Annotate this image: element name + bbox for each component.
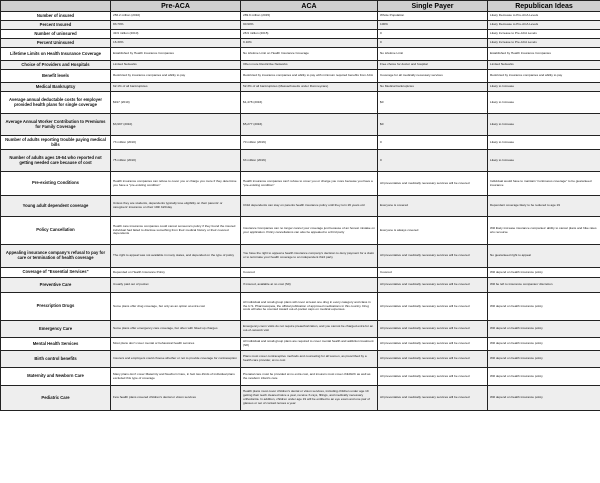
- row-header: Birth control benefits: [1, 351, 111, 368]
- row-header: Choice of Providers and Hospitals: [1, 61, 111, 70]
- republican-ideas-cell: Will depend on health insurance policy: [488, 368, 600, 386]
- table-row: [1, 21, 600, 30]
- single-payer-cell: Everyone is covered: [378, 196, 488, 217]
- republican-ideas-cell: Likely Increase to Pre-ACA Levels: [488, 30, 600, 39]
- row-header: Benefit levels: [1, 70, 111, 83]
- republican-ideas-cell: No guaranteed right to appeal: [488, 245, 600, 268]
- single-payer-cell: $0: [378, 114, 488, 136]
- pre-aca-cell: 73 million (2010): [111, 136, 241, 150]
- single-payer-cell: All preventative and medically necessary services will be covered: [378, 368, 488, 386]
- single-payer-cell: $0: [378, 92, 488, 114]
- aca-cell: Emergency-room visits do not require preauthorization, and you cannot be charged extra for an out-of-network visit: [241, 321, 378, 338]
- aca-cell: $5,277 (2016): [241, 114, 378, 136]
- single-payer-cell: All preventative and medically necessary services will be covered: [378, 293, 488, 321]
- table-row: [1, 368, 600, 386]
- row-header: Number of uninsured: [1, 30, 111, 39]
- row-header: Mental Health Services: [1, 338, 111, 351]
- pre-aca-cell: Few health plans covered children's dental or vision services: [111, 386, 241, 411]
- aca-cell: Health plans must cover children's dental or vision services, including children under age 19 getting their teeth cleaned twice a year, receive X-rays, fillings, and medically necessary orthodontia. In addition, children under age 19 will be entitled to an eye exam and one pair of glasses or set of contact lenses a year: [241, 386, 378, 411]
- single-payer-cell: All preventative and medically necessary services will be covered: [378, 351, 488, 368]
- pre-aca-cell: 49.9 million (2010): [111, 30, 241, 39]
- single-payer-cell: All preventative and medically necessary services will be covered: [378, 278, 488, 293]
- row-header: Percent Uninsured: [1, 39, 111, 48]
- republican-ideas-cell: Will be left to insurance companies' discretion: [488, 278, 600, 293]
- single-payer-cell: All preventative and medically necessary services will be covered: [378, 172, 488, 196]
- single-payer-cell: 0: [378, 136, 488, 150]
- table-row: [1, 70, 600, 83]
- single-payer-cell: 0: [378, 39, 488, 48]
- table-row: [1, 321, 600, 338]
- row-header: Medical Bankruptcy: [1, 83, 111, 92]
- single-payer-cell: No Lifetime Limit: [378, 48, 488, 61]
- single-payer-cell: All preventative and medically necessary services will be covered: [378, 338, 488, 351]
- pre-aca-cell: Insurers and employers could choose whether or not to provide coverage for contraception: [111, 351, 241, 368]
- republican-ideas-cell: Will depend on health insurance policy: [488, 338, 600, 351]
- republican-ideas-cell: Will depend on health insurance policy: [488, 321, 600, 338]
- table-row: [1, 30, 600, 39]
- pre-aca-cell: Limited Networks: [111, 61, 241, 70]
- aca-cell: Child dependents can stay on parents health insurance policy until they turn 26 years old: [241, 196, 378, 217]
- aca-cell: 70 million (2016): [241, 136, 378, 150]
- aca-cell: $1,478 (2016): [241, 92, 378, 114]
- aca-cell: 28.9 million (2015): [241, 30, 378, 39]
- row-header: Pre-existing Conditions: [1, 172, 111, 196]
- pre-aca-cell: Established by Health Insurance Companies: [111, 48, 241, 61]
- aca-cell: 63 million (2016): [241, 150, 378, 172]
- pre-aca-cell: Some plans offer drug coverage, but only as an option at extra cost: [111, 293, 241, 321]
- pre-aca-cell: 62.1% of all bankruptcies: [111, 83, 241, 92]
- single-payer-cell: 0: [378, 30, 488, 39]
- republican-ideas-cell: Restricted by insurance companies and ability to pay: [488, 70, 600, 83]
- pre-aca-cell: Some plans offer emergency care coverage, but often with hiked up charges: [111, 321, 241, 338]
- aca-cell: If insured, available at no cost (S0): [241, 278, 378, 293]
- aca-cell: You have the right to appeal a health insurance company's decision to deny payment for a claim or to terminate your health coverage to an independent third party: [241, 245, 378, 268]
- table-row: [1, 83, 600, 92]
- aca-cell: All individual and small-group plans will cover at least one drug in every category and class in the U.S. Pharmacopeia, the official publication of approved medications in this country. Drug costs will also be counted toward out-of-pocket caps on medical expenses.: [241, 293, 378, 321]
- header-row: [1, 1, 600, 12]
- republican-ideas-cell: Likely to Increase: [488, 150, 600, 172]
- table-row: [1, 12, 600, 21]
- table-row: [1, 196, 600, 217]
- table-row: [1, 61, 600, 70]
- table-body: [1, 12, 600, 411]
- row-header: Preventive Care: [1, 278, 111, 293]
- aca-cell: Restricted by insurance companies and ability to pay with minimum required benefits from ACA: [241, 70, 378, 83]
- header-single-payer: Single Payer: [378, 1, 488, 12]
- republican-ideas-cell: Likely Decrease to Pre-ACA Levels: [488, 12, 600, 21]
- header-pre-aca: Pre-ACA: [111, 1, 241, 12]
- row-header: Emergency Care: [1, 321, 111, 338]
- table-row: [1, 338, 600, 351]
- pre-aca-cell: The right to appeal was not available in many states, and depended on the type of policy: [111, 245, 241, 268]
- pre-aca-cell: Depended on Health Insurance Policy: [111, 268, 241, 278]
- pre-aca-cell: 256.2 million (2010): [111, 12, 241, 21]
- row-header: Pediatric Care: [1, 386, 111, 411]
- table-row: [1, 172, 600, 196]
- republican-ideas-cell: Individual would have to maintain "continuous coverage" to be guaranteed insurance: [488, 172, 600, 196]
- pre-aca-cell: 83.70%: [111, 21, 241, 30]
- single-payer-cell: Covered: [378, 268, 488, 278]
- row-header: Number of insured: [1, 12, 111, 21]
- aca-cell: All individual and small-group plans are required to cover mental health and addiction treatment (S8): [241, 338, 378, 351]
- aca-cell: 52.3% of all bankruptcies (Massachusetts under Romneycare): [241, 83, 378, 92]
- pre-aca-cell: $3,997 (2010): [111, 114, 241, 136]
- aca-cell: 289.9 million (2015): [241, 12, 378, 21]
- table-row: [1, 136, 600, 150]
- pre-aca-cell: $917 (2010): [111, 92, 241, 114]
- pre-aca-cell: Unless they are students, dependents typically lose eligibility on their parents' or caregivers' insurance on their 19th birthday: [111, 196, 241, 217]
- republican-ideas-cell: Likely Increase to Pre-ACA Levels: [488, 39, 600, 48]
- single-payer-cell: Whole Population: [378, 12, 488, 21]
- republican-ideas-cell: Will likely increase insurance companies' ability to cancel plans and hike rates w/o recourse: [488, 217, 600, 245]
- aca-cell: Plans must cover contraceptive methods and counseling for all women, as prescribed by a health care provider, at no cost: [241, 351, 378, 368]
- pre-aca-cell: Most plans don't cover mental or behavioral health services: [111, 338, 241, 351]
- republican-ideas-cell: Will depend on health insurance policy: [488, 351, 600, 368]
- table-row: [1, 150, 600, 172]
- header-republican-ideas: Republican Ideas: [488, 1, 600, 12]
- row-header: Policy Cancellation: [1, 217, 111, 245]
- table-row: [1, 278, 600, 293]
- table-row: [1, 217, 600, 245]
- aca-cell: 9.10%: [241, 39, 378, 48]
- pre-aca-cell: Many plans don't cover Maternity and Newborn Care, in fact two-thirds of individual plans excluded this type of coverage: [111, 368, 241, 386]
- table-row: [1, 48, 600, 61]
- single-payer-cell: No Medical bankruptcies: [378, 83, 488, 92]
- row-header: Average Annual Worker Contribution to Premiums for Family Coverage: [1, 114, 111, 136]
- aca-cell: Covered: [241, 268, 378, 278]
- row-header: Number of adults reporting trouble paying medical bills: [1, 136, 111, 150]
- republican-ideas-cell: Likely to Increase: [488, 92, 600, 114]
- table-row: [1, 268, 600, 278]
- aca-cell: 90.90%: [241, 21, 378, 30]
- single-payer-cell: All preventative and medically necessary services will be covered: [378, 245, 488, 268]
- single-payer-cell: All preventative and medically necessary services will be covered: [378, 321, 488, 338]
- row-header: Percent Insured: [1, 21, 111, 30]
- republican-ideas-cell: Will depend on health insurance policy: [488, 386, 600, 411]
- republican-ideas-cell: Likely to Increase: [488, 114, 600, 136]
- aca-cell: No Lifetime Limit on Health Insurance Coverage: [241, 48, 378, 61]
- republican-ideas-cell: Dependent coverage likely to be reduced to age 19: [488, 196, 600, 217]
- row-header: Coverage of "Essential Services": [1, 268, 111, 278]
- republican-ideas-cell: Limited Networks: [488, 61, 600, 70]
- row-header: Maternity and Newborn Care: [1, 368, 111, 386]
- single-payer-cell: All preventative and medically necessary services will be covered: [378, 386, 488, 411]
- row-header: Average annual deductable costs for employer provided health plans for single coverage: [1, 92, 111, 114]
- republican-ideas-cell: Likely Decrease to Pre-ACA Levels: [488, 21, 600, 30]
- aca-cell: Insurance Companies can no longer cancel your coverage just because of an honest mistake on your application. Policy cancellations can also be appealed to a third party: [241, 217, 378, 245]
- aca-cell: Prenatal care must be provided at no extra cost, and insurers must cover childbirth as well as the newborn infant's care: [241, 368, 378, 386]
- row-header: Lifetime Limits on Health Insurance Coverage: [1, 48, 111, 61]
- table-row: [1, 39, 600, 48]
- pre-aca-cell: Restricted by insurance companies and ability to pay: [111, 70, 241, 83]
- row-header: Young adult dependent coverage: [1, 196, 111, 217]
- single-payer-cell: Coverage for all medically necessary services: [378, 70, 488, 83]
- single-payer-cell: Free choice for doctor and hospital: [378, 61, 488, 70]
- republican-ideas-cell: Likely to Increase: [488, 136, 600, 150]
- table-row: [1, 114, 600, 136]
- aca-cell: Health insurance companies can't refuse to cover you or charge you more because you have a "pre-existing condition": [241, 172, 378, 196]
- republican-ideas-cell: Established by Health Insurance Companies: [488, 48, 600, 61]
- table-row: [1, 386, 600, 411]
- table-row: [1, 351, 600, 368]
- table-row: [1, 92, 600, 114]
- single-payer-cell: 0: [378, 150, 488, 172]
- table-row: [1, 245, 600, 268]
- table-row: [1, 293, 600, 321]
- pre-aca-cell: Usually paid out of pocket: [111, 278, 241, 293]
- republican-ideas-cell: Likely to Increase: [488, 83, 600, 92]
- row-header: Number of adults ages 19-64 who reported not getting needed care because of cost: [1, 150, 111, 172]
- pre-aca-cell: 75 million (2010): [111, 150, 241, 172]
- pre-aca-cell: Health insurance companies can refuse to cover you or charge you more if they determine you have a "pre-existing condition": [111, 172, 241, 196]
- republican-ideas-cell: Will depend on health insurance policy: [488, 268, 600, 278]
- pre-aca-cell: 16.30%: [111, 39, 241, 48]
- pre-aca-cell: Health care insurance companies could cancel someone's policy if they found the insured individual had failed to disclose something from their medical history or their covered dependents: [111, 217, 241, 245]
- row-header: Appealing insurance company's refusal to pay for care or termination of health coverage: [1, 245, 111, 268]
- republican-ideas-cell: Will depend on health insurance policy: [488, 293, 600, 321]
- row-header: Prescription Drugs: [1, 293, 111, 321]
- single-payer-cell: Everyone is always covered: [378, 217, 488, 245]
- header-blank: [1, 1, 111, 12]
- aca-cell: Often more Restrictive Networks: [241, 61, 378, 70]
- single-payer-cell: 100%: [378, 21, 488, 30]
- header-aca: ACA: [241, 1, 378, 12]
